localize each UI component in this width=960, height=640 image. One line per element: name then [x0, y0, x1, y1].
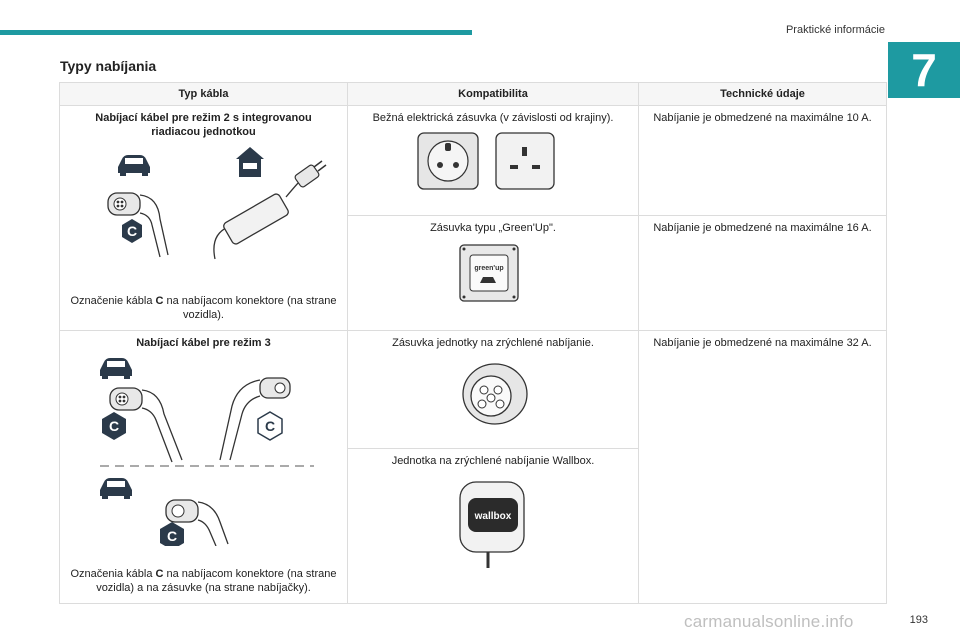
cable-cell-mode3 [60, 331, 348, 604]
table-header-row [60, 83, 887, 106]
cable-title-mode2: Nabíjací kábel pre režim 2 s integrovanou riadiacou jednotkou [95, 112, 312, 138]
wallbox-unit-icon [460, 482, 524, 568]
cable-marking-badge [122, 219, 142, 243]
cable-caption-mode3: Označenia kábla C na nabíjacom konektore (na strane vozidla) a na zásuvke (na strane nabíjačky). [70, 568, 337, 594]
car-icon [118, 155, 150, 176]
chapter-number: 7 [888, 42, 960, 98]
car-icon [100, 358, 132, 379]
compat-cell-greenup [348, 215, 639, 330]
tech-cell-10a [639, 106, 887, 216]
svg-text:C: C [166, 528, 178, 544]
cable-caption-mode2: Označenie kábla C na nabíjacom konektore (na strane vozidla). [70, 295, 337, 321]
page-number: 193 [909, 614, 928, 626]
tech-16a-text: Nabíjanie je obmedzené na maximálne 16 A. [653, 221, 872, 234]
mode3-cable-illustration [60, 350, 348, 546]
type2-socket-icon [463, 364, 527, 424]
cable-title-mode3: Nabíjací kábel pre režim 3 [136, 337, 271, 349]
column-header-tech: Technické údaje [639, 83, 887, 106]
table-row [60, 106, 887, 216]
svg-text:C: C [108, 418, 120, 434]
compat-fast-socket-text: Zásuvka jednotky na zrýchlené nabíjanie. [392, 337, 594, 349]
table-row [60, 331, 887, 449]
tech-cell-16a [639, 215, 887, 330]
fast-socket-illustration [348, 350, 639, 438]
compat-cell-fast-socket [348, 331, 639, 449]
car-icon [100, 478, 132, 499]
column-header-compat: Kompatibilita [348, 83, 639, 106]
compat-cell-wallbox [348, 449, 639, 604]
watermark: carmanualsonline.info [684, 612, 854, 631]
column-header-cable: Typ kábla [60, 83, 348, 106]
type-e-socket-icon [418, 133, 478, 189]
cable-marking-badge [102, 412, 126, 440]
tech-cell-32a [639, 331, 887, 604]
tech-32a-text: Nabíjanie je obmedzené na maximálne 32 A. [653, 337, 872, 349]
svg-text:wallbox: wallbox [474, 511, 512, 522]
domestic-sockets-illustration [348, 125, 639, 195]
header-title: Praktické informácie [785, 24, 885, 36]
greenup-socket-icon [460, 245, 518, 301]
section-title: Typy nabíjania [60, 58, 157, 74]
compat-cell-domestic [348, 106, 639, 216]
charging-types-table [59, 82, 887, 604]
svg-text:C: C [126, 223, 138, 239]
type-g-socket-icon [496, 133, 554, 189]
svg-text:C: C [264, 418, 276, 434]
mode2-cable-illustration [60, 139, 348, 271]
cable-marking-badge [160, 522, 184, 546]
header-accent-bar [0, 30, 472, 35]
cable-marking-badge-outline [258, 412, 282, 440]
compat-greenup-text: Zásuvka typu „Green'Up". [430, 221, 556, 234]
greenup-socket-illustration [348, 235, 639, 307]
control-box-icon [214, 161, 326, 259]
wallbox-illustration [348, 468, 639, 578]
tech-10a-text: Nabíjanie je obmedzené na maximálne 10 A. [653, 112, 872, 124]
compat-domestic-text: Bežná elektrická zásuvka (v závislosti od krajiny). [372, 112, 614, 124]
house-icon [236, 147, 264, 177]
compat-wallbox-text: Jednotka na zrýchlené nabíjanie Wallbox. [391, 455, 595, 467]
cable-cell-mode2 [60, 106, 348, 331]
svg-text:green'up: green'up [474, 264, 504, 272]
